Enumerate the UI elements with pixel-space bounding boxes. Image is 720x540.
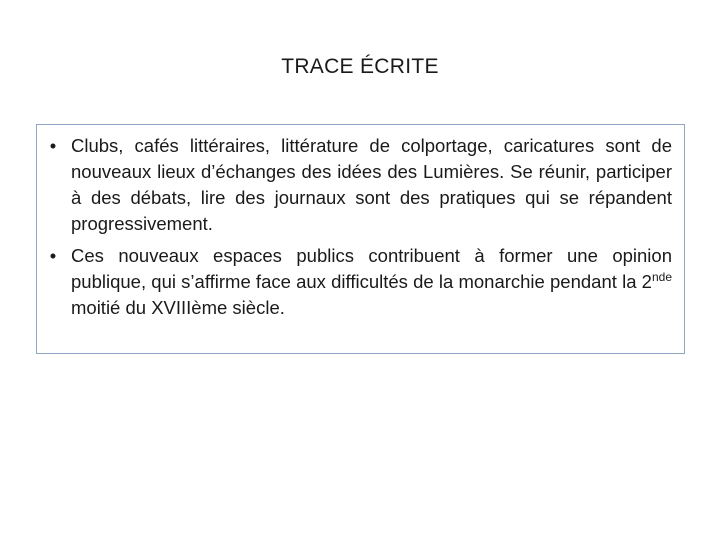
text-box (36, 124, 685, 354)
bullet-list (45, 133, 672, 321)
bullet-text: Clubs, cafés littéraires, littérature de colportage, caricatures sont de nouveaux lieux d’échanges des idées des Lumières. Se réunir, participer à des débats, lire des journaux sont des pratiques qui se répandent progressivement. (71, 135, 672, 234)
bullet-text (71, 245, 672, 318)
bullet-text-before: Ces nouveaux espaces publics contribuent à former une opinion publique, qui s’affirme face aux difficultés de la monarchie pendant la 2 (71, 245, 672, 292)
slide-title: TRACE ÉCRITE (281, 55, 439, 78)
list-item (45, 243, 672, 321)
bullet-icon: • (49, 135, 57, 156)
bullet-icon: • (49, 245, 57, 266)
bullet-text-after: moitié du XVIIIème siècle. (71, 297, 285, 318)
ordinal-superscript: nde (651, 270, 672, 284)
list-item (45, 133, 672, 237)
